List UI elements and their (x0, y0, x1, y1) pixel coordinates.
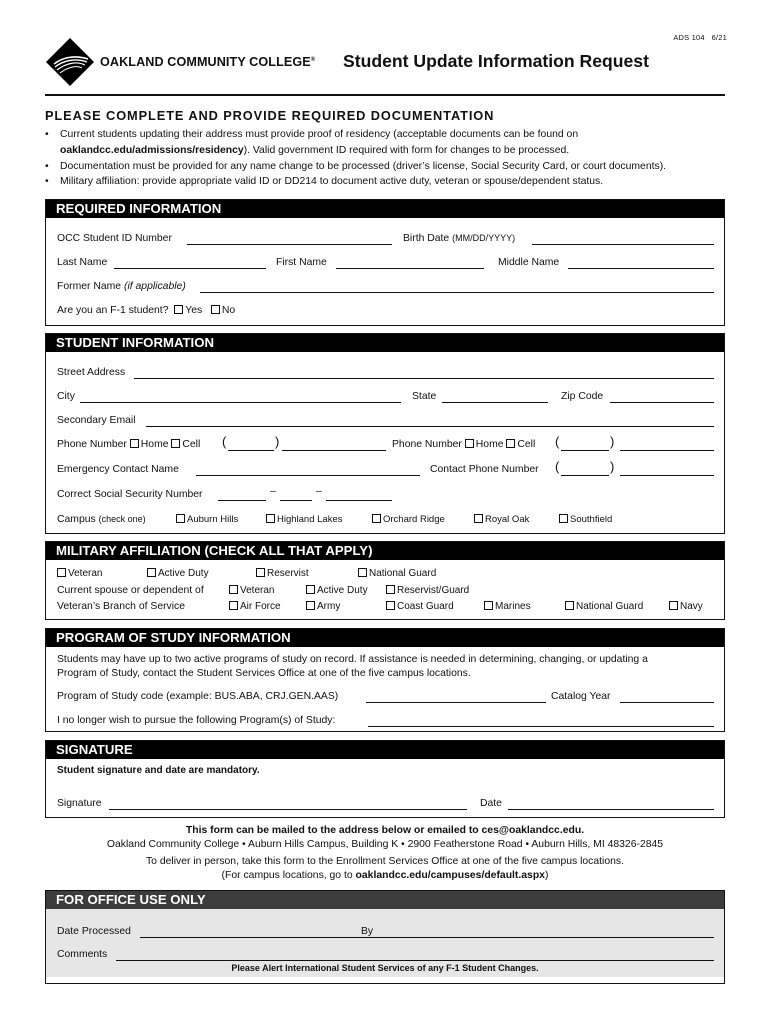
contact-phone-label: Contact Phone Number (430, 464, 539, 475)
checkbox-icon[interactable] (229, 585, 238, 594)
checkbox-icon[interactable] (256, 568, 265, 577)
instructions-list (45, 127, 735, 190)
checkbox-icon[interactable] (484, 601, 493, 610)
header-divider (45, 94, 725, 96)
section-heading: REQUIRED INFORMATION (46, 200, 724, 218)
checkbox-icon[interactable] (372, 514, 381, 523)
checkbox-icon[interactable] (386, 601, 395, 610)
date-processed-field[interactable] (140, 937, 394, 938)
ssn-label: Correct Social Security Number (57, 489, 203, 500)
street-address-label: Street Address (57, 367, 126, 378)
checkbox-icon[interactable] (306, 585, 315, 594)
phone2-area-close: ) (610, 434, 615, 449)
first-name-field[interactable] (336, 268, 484, 269)
signature-section (45, 740, 725, 818)
discontinue-program-label: I no longer wish to pursue the following Program(s) of Study: (57, 715, 336, 726)
f1-alert-note: Please Alert International Student Services of any F-1 Student Changes. (231, 963, 539, 973)
college-name: OAKLAND COMMUNITY COLLEGE® (100, 55, 316, 69)
phone1-cell-checkbox[interactable] (171, 439, 180, 448)
section-heading: STUDENT INFORMATION (46, 334, 724, 352)
program-of-study-section (45, 628, 725, 732)
phone-number-1-label: Phone Number Home Cell (57, 439, 201, 450)
ssn-dash-2: – (316, 486, 322, 497)
campus-southfield[interactable]: Southfield (559, 514, 612, 525)
checkbox-icon[interactable] (559, 514, 568, 523)
phone1-home-checkbox[interactable] (130, 439, 139, 448)
instruction-military: • Military affiliation: provide appropriate valid ID or DD214 to document active duty, veteran or spouse/dependent status. (45, 174, 735, 190)
phone1-area-code-field[interactable] (228, 450, 274, 451)
f1-question: Are you an F-1 student? Yes No (57, 305, 236, 316)
student-id-field[interactable] (187, 244, 392, 245)
discontinue-program-field[interactable] (368, 726, 714, 727)
checkbox-icon[interactable] (176, 514, 185, 523)
phone2-home-checkbox[interactable] (465, 439, 474, 448)
ssn-part2-field[interactable] (280, 500, 312, 501)
zip-code-field[interactable] (610, 402, 714, 403)
section-heading: SIGNATURE (46, 741, 724, 759)
signature-field[interactable] (109, 809, 467, 810)
phone2-area-code-field[interactable] (561, 450, 609, 451)
signature-label: Signature (57, 798, 102, 809)
middle-name-label: Middle Name (498, 257, 560, 268)
campus-auburn-hills[interactable]: Auburn Hills (176, 514, 238, 525)
office-use-section (45, 890, 725, 984)
former-name-label: Former Name (if applicable) (57, 281, 186, 292)
processed-by-field[interactable] (379, 937, 714, 938)
comments-field[interactable] (116, 960, 714, 961)
military-affiliation-section (45, 541, 725, 620)
checkbox-icon[interactable] (474, 514, 483, 523)
branch-navy[interactable]: Navy (669, 601, 703, 612)
signature-mandatory-note: Student signature and date are mandatory. (57, 765, 260, 776)
birth-date-field[interactable] (532, 244, 714, 245)
college-logo-icon (45, 37, 95, 87)
mil-national-guard[interactable]: National Guard (358, 568, 436, 579)
student-id-label: OCC Student ID Number (57, 233, 172, 244)
campus-orchard-ridge[interactable]: Orchard Ridge (372, 514, 445, 525)
branch-army[interactable]: Army (306, 601, 340, 612)
checkbox-icon[interactable] (229, 601, 238, 610)
instruction-name-change: • Documentation must be provided for any name change to be processed (driver’s license, Social Security Card, or court documents). (45, 159, 735, 175)
state-label: State (412, 391, 437, 402)
contact-area-open: ( (555, 459, 560, 474)
program-code-field[interactable] (366, 702, 546, 703)
checkbox-icon[interactable] (565, 601, 574, 610)
ssn-part3-field[interactable] (326, 500, 392, 501)
office-use-body (46, 909, 724, 977)
former-name-field[interactable] (200, 292, 714, 293)
form-title: Student Update Information Request (343, 51, 649, 71)
last-name-field[interactable] (114, 268, 266, 269)
spouse-reservist-guard[interactable]: Reservist/Guard (386, 585, 469, 596)
ssn-dash-1: – (270, 486, 276, 497)
first-name-label: First Name (276, 257, 327, 268)
catalog-year-label: Catalog Year (551, 691, 611, 702)
phone1-number-field[interactable] (282, 450, 386, 451)
spouse-dependent-label: Current spouse or dependent of (57, 585, 204, 596)
section-heading: FOR OFFICE USE ONLY (46, 891, 724, 909)
campus-locations-note: (For campus locations, go to oaklandcc.edu/campuses/default.aspx) (221, 870, 549, 881)
mailing-address: Oakland Community College • Auburn Hills Campus, Building K • 2900 Featherstone Road • Auburn Hills, MI 48326-2845 (106, 839, 664, 850)
date-processed-label: Date Processed (57, 926, 131, 937)
f1-no-checkbox[interactable] (211, 305, 220, 314)
section-heading: PROGRAM OF STUDY INFORMATION (46, 629, 724, 647)
branch-of-service-label: Veteran’s Branch of Service (57, 601, 186, 612)
phone1-area-close: ) (275, 434, 280, 449)
checkbox-icon[interactable] (669, 601, 678, 610)
checkbox-icon[interactable] (386, 585, 395, 594)
branch-marines[interactable]: Marines (484, 601, 531, 612)
campus-highland-lakes[interactable]: Highland Lakes (266, 514, 343, 525)
residency-link[interactable]: oaklandcc.edu/admissions/residency (60, 144, 244, 156)
contact-number-field[interactable] (620, 475, 714, 476)
emergency-contact-field[interactable] (196, 475, 420, 476)
signature-date-field[interactable] (508, 809, 714, 810)
program-note: Students may have up to two active programs of study on record. If assistance is needed in determining, changing, or updating a Program of Study, contact the Student Services Office at one of the five campus locations. (57, 654, 648, 679)
checkbox-icon[interactable] (147, 568, 156, 577)
middle-name-field[interactable] (568, 268, 714, 269)
phone2-cell-checkbox[interactable] (506, 439, 515, 448)
comments-label: Comments (57, 949, 108, 960)
campus-locations-link[interactable]: oaklandcc.edu/campuses/default.aspx (355, 870, 545, 881)
mil-active-duty[interactable]: Active Duty (147, 568, 209, 579)
catalog-year-field[interactable] (620, 702, 714, 703)
f1-yes-checkbox[interactable] (174, 305, 183, 314)
signature-date-label: Date (480, 798, 502, 809)
ssn-part1-field[interactable] (218, 500, 266, 501)
checkbox-icon[interactable] (57, 568, 66, 577)
contact-area-close: ) (610, 459, 615, 474)
student-information-section (45, 333, 725, 534)
branch-national-guard[interactable]: National Guard (565, 601, 643, 612)
branch-air-force[interactable]: Air Force (229, 601, 281, 612)
contact-email-link[interactable]: ces@oaklandcc.edu (481, 825, 582, 836)
section-heading: MILITARY AFFILIATION (CHECK ALL THAT APPLY) (46, 542, 724, 560)
city-label: City (57, 391, 75, 402)
branch-coast-guard[interactable]: Coast Guard (386, 601, 454, 612)
street-address-field[interactable] (134, 378, 714, 379)
checkbox-icon[interactable] (306, 601, 315, 610)
last-name-label: Last Name (57, 257, 108, 268)
campus-royal-oak[interactable]: Royal Oak (474, 514, 529, 525)
contact-area-code-field[interactable] (561, 475, 609, 476)
spouse-veteran[interactable]: Veteran (229, 585, 274, 596)
instructions-heading: PLEASE COMPLETE AND PROVIDE REQUIRED DOCUMENTATION (45, 108, 495, 123)
emergency-contact-label: Emergency Contact Name (57, 464, 179, 475)
phone1-area-open: ( (222, 434, 227, 449)
mailing-instructions: This form can be mailed to the address below or emailed to ces@oaklandcc.edu. (185, 825, 585, 836)
phone2-area-open: ( (555, 434, 560, 449)
checkbox-icon[interactable] (358, 568, 367, 577)
processed-by-label: By (361, 926, 374, 937)
phone2-number-field[interactable] (620, 450, 714, 451)
city-field[interactable] (80, 402, 401, 403)
birth-date-label: Birth Date (MM/DD/YYYY) (403, 233, 516, 244)
mil-reservist[interactable]: Reservist (256, 568, 309, 579)
secondary-email-label: Secondary Email (57, 415, 136, 426)
instruction-residency: • Current students updating their address must provide proof of residency (acceptable documents can be found on oaklandcc.edu/admissions/residency). Valid government ID required with form for changes to be processed. (45, 127, 735, 159)
mil-veteran[interactable]: Veteran (57, 568, 102, 579)
secondary-email-field[interactable] (146, 426, 714, 427)
phone-number-2-label: Phone Number Home Cell (392, 439, 536, 450)
checkbox-icon[interactable] (266, 514, 275, 523)
spouse-active-duty[interactable]: Active Duty (306, 585, 368, 596)
form-code: ADS 104 6/21 (673, 33, 727, 42)
zip-code-label: Zip Code (561, 391, 604, 402)
required-information-section (45, 199, 725, 326)
state-field[interactable] (442, 402, 548, 403)
campus-label: Campus (check one) (57, 514, 146, 525)
program-code-label: Program of Study code (example: BUS.ABA, CRJ.GEN.AAS) (57, 691, 339, 702)
delivery-instructions: To deliver in person, take this form to the Enrollment Services Office at one of the five campus locations. (145, 856, 624, 867)
